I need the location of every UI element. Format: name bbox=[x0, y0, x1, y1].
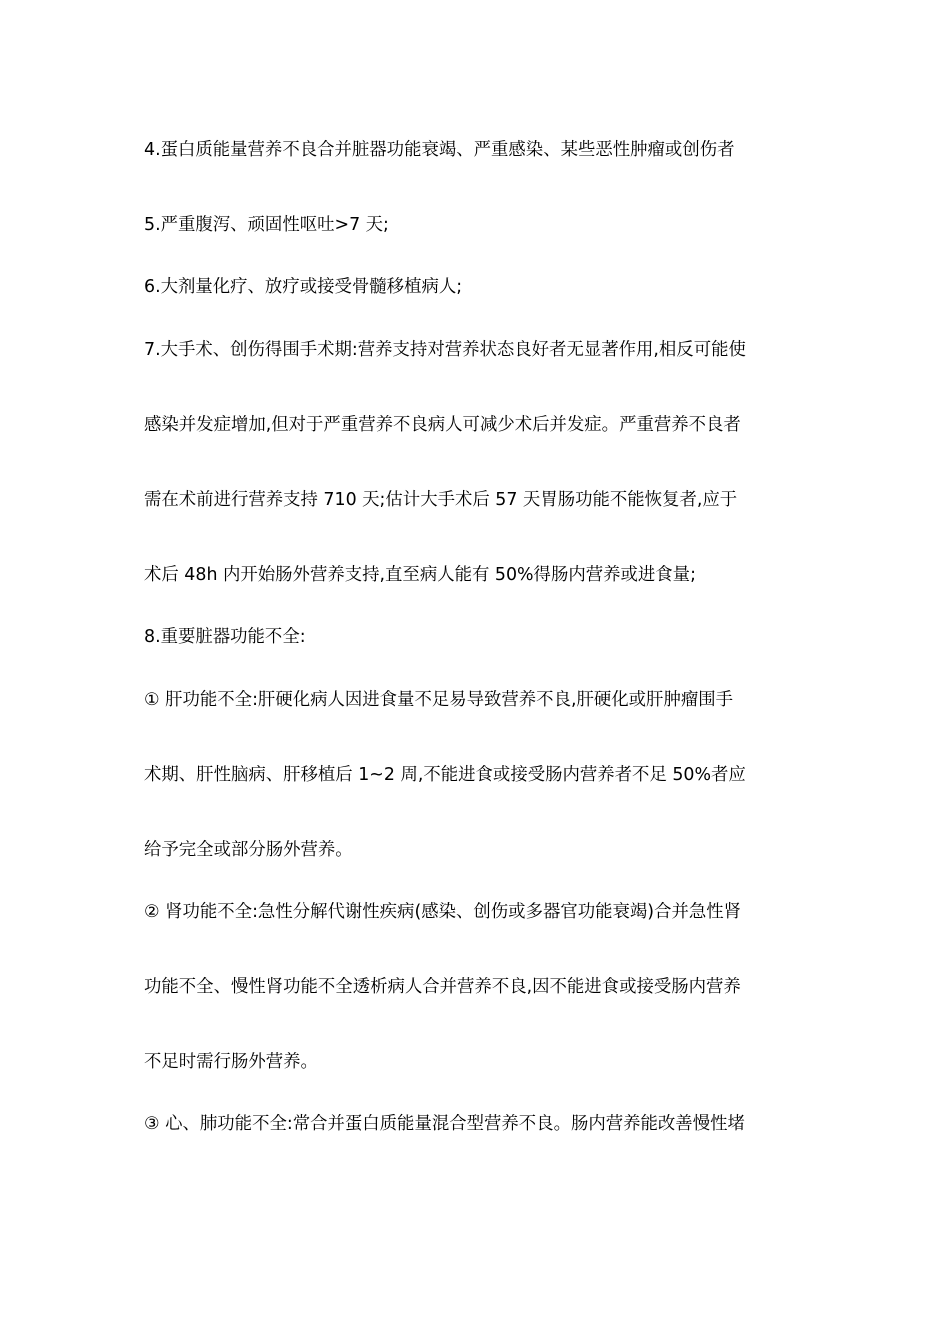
text-line-liver-cont-2: 给予完全或部分肠外营养。 bbox=[144, 840, 353, 860]
text-line-kidney-cont-2: 不足时需行肠外营养。 bbox=[144, 1052, 318, 1072]
text-line-kidney: ② 肾功能不全:急性分解代谢性疾病(感染、创伤或多器官功能衰竭)合并急性肾 bbox=[144, 902, 742, 922]
text-line-item-6: 6.大剂量化疗、放疗或接受骨髓移植病人; bbox=[144, 277, 463, 297]
text-line-heart-lung: ③ 心、肺功能不全:常合并蛋白质能量混合型营养不良。肠内营养能改善慢性堵 bbox=[144, 1114, 745, 1134]
text-line-item-5: 5.严重腹泻、顽固性呕吐>7 天; bbox=[144, 215, 389, 235]
text-line-item-8: 8.重要脏器功能不全: bbox=[144, 627, 306, 647]
text-line-item-7-cont-1: 感染并发症增加,但对于严重营养不良病人可减少术后并发症。严重营养不良者 bbox=[144, 415, 741, 435]
text-line-item-4: 4.蛋白质能量营养不良合并脏器功能衰竭、严重感染、某些恶性肿瘤或创伤者 bbox=[144, 140, 735, 160]
text-line-liver-cont-1: 术期、肝性脑病、肝移植后 1~2 周,不能进食或接受肠内营养者不足 50%者应 bbox=[144, 765, 746, 785]
text-line-liver: ① 肝功能不全:肝硬化病人因进食量不足易导致营养不良,肝硬化或肝肿瘤围手 bbox=[144, 690, 734, 710]
text-line-item-7-cont-2: 需在术前进行营养支持 710 天;估计大手术后 57 天胃肠功能不能恢复者,应于 bbox=[144, 490, 738, 510]
text-line-kidney-cont-1: 功能不全、慢性肾功能不全透析病人合并营养不良,因不能进食或接受肠内营养 bbox=[144, 977, 741, 997]
text-line-item-7: 7.大手术、创伤得围手术期:营养支持对营养状态良好者无显著作用,相反可能使 bbox=[144, 340, 746, 360]
text-line-item-7-cont-3: 术后 48h 内开始肠外营养支持,直至病人能有 50%得肠内营养或进食量; bbox=[144, 565, 696, 585]
